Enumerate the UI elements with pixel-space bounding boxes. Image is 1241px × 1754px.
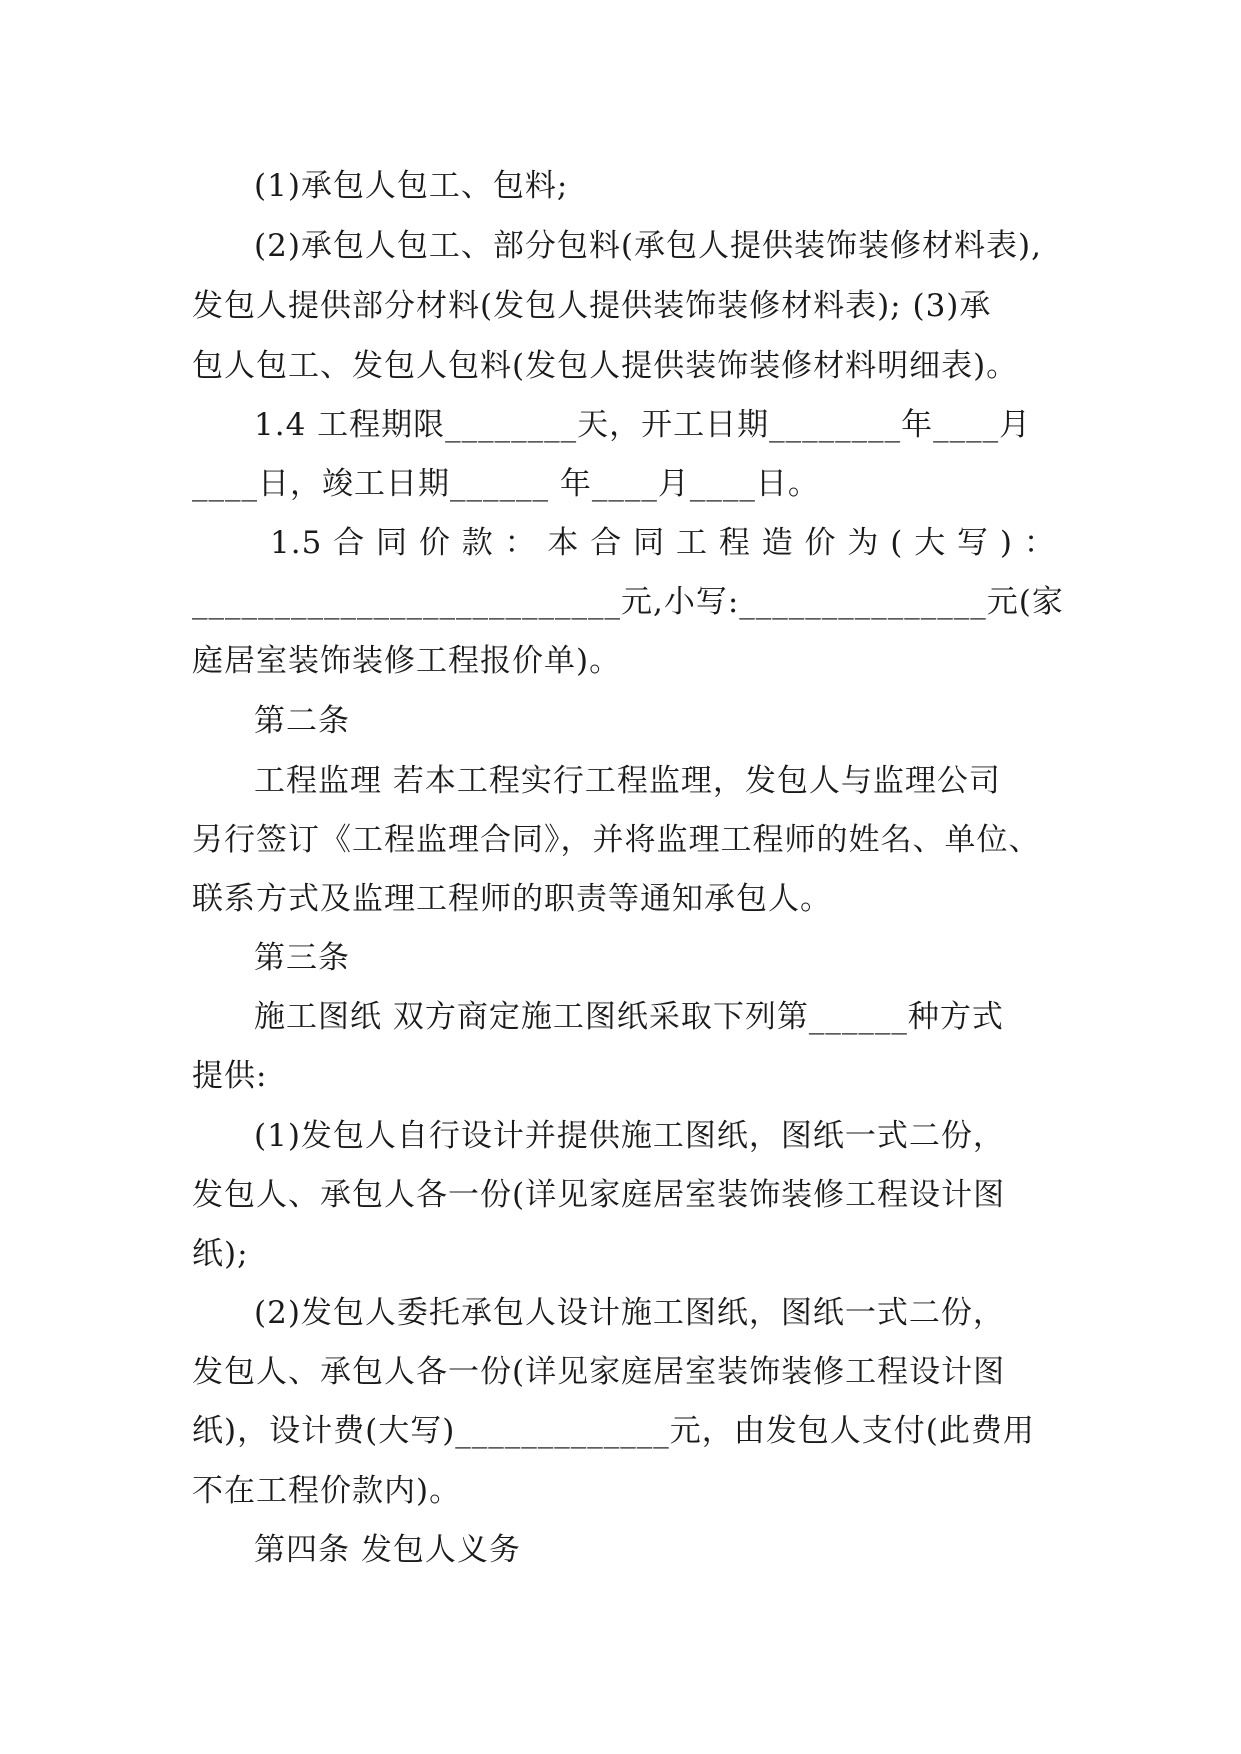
paragraph-line: (2)发包人委托承包人设计施工图纸，图纸一式二份， <box>254 1295 1005 1331</box>
paragraph-line: 包人包工、发包人包料(发包人提供装饰装修材料明细表)。 <box>192 348 1019 384</box>
paragraph-line: 庭居室装饰装修工程报价单)。 <box>192 643 622 679</box>
paragraph-line: ____日，竣工日期______ 年____月____日。 <box>192 466 820 502</box>
section-heading: 第四条 发包人义务 <box>254 1532 521 1568</box>
paragraph-line: 发包人、承包人各一份(详见家庭居室装饰装修工程设计图 <box>192 1177 1006 1213</box>
paragraph-line: 联系方式及监理工程师的职责等通知承包人。 <box>192 881 832 917</box>
paragraph-line: __________________________元,小写:_______________元(家 <box>192 584 1064 620</box>
section-heading: 第二条 <box>254 703 350 739</box>
paragraph-line: (2)承包人包工、部分包料(承包人提供装饰装修材料表), <box>254 228 1042 264</box>
paragraph-line: 发包人、承包人各一份(详见家庭居室装饰装修工程设计图 <box>192 1354 1006 1390</box>
paragraph-line: 另行签订《工程监理合同》，并将监理工程师的姓名、单位、 <box>192 822 1041 858</box>
paragraph-line: 1.4 工程期限________天，开工日期________年____月 <box>254 407 1032 443</box>
section-heading: 第三条 <box>254 940 350 976</box>
paragraph-line: 纸); <box>192 1236 249 1272</box>
paragraph-line: 1.5 合 同 价 款 ： 本 合 同 工 程 造 价 为 ( 大 写 ) ： <box>270 525 1056 561</box>
paragraph-line: 提供: <box>192 1058 268 1094</box>
paragraph-line: 工程监理 若本工程实行工程监理，发包人与监理公司 <box>254 763 1001 799</box>
paragraph-line: (1)发包人自行设计并提供施工图纸，图纸一式二份， <box>254 1118 1005 1154</box>
paragraph-line: 发包人提供部分材料(发包人提供装饰装修材料表); (3)承 <box>192 288 992 324</box>
paragraph-line: 不在工程价款内)。 <box>192 1473 462 1509</box>
paragraph-line: 纸)，设计费(大写)_____________元，由发包人支付(此费用 <box>192 1413 1035 1449</box>
paragraph-line: (1)承包人包工、包料; <box>254 168 569 204</box>
paragraph-line: 施工图纸 双方商定施工图纸采取下列第______种方式 <box>254 999 1004 1035</box>
